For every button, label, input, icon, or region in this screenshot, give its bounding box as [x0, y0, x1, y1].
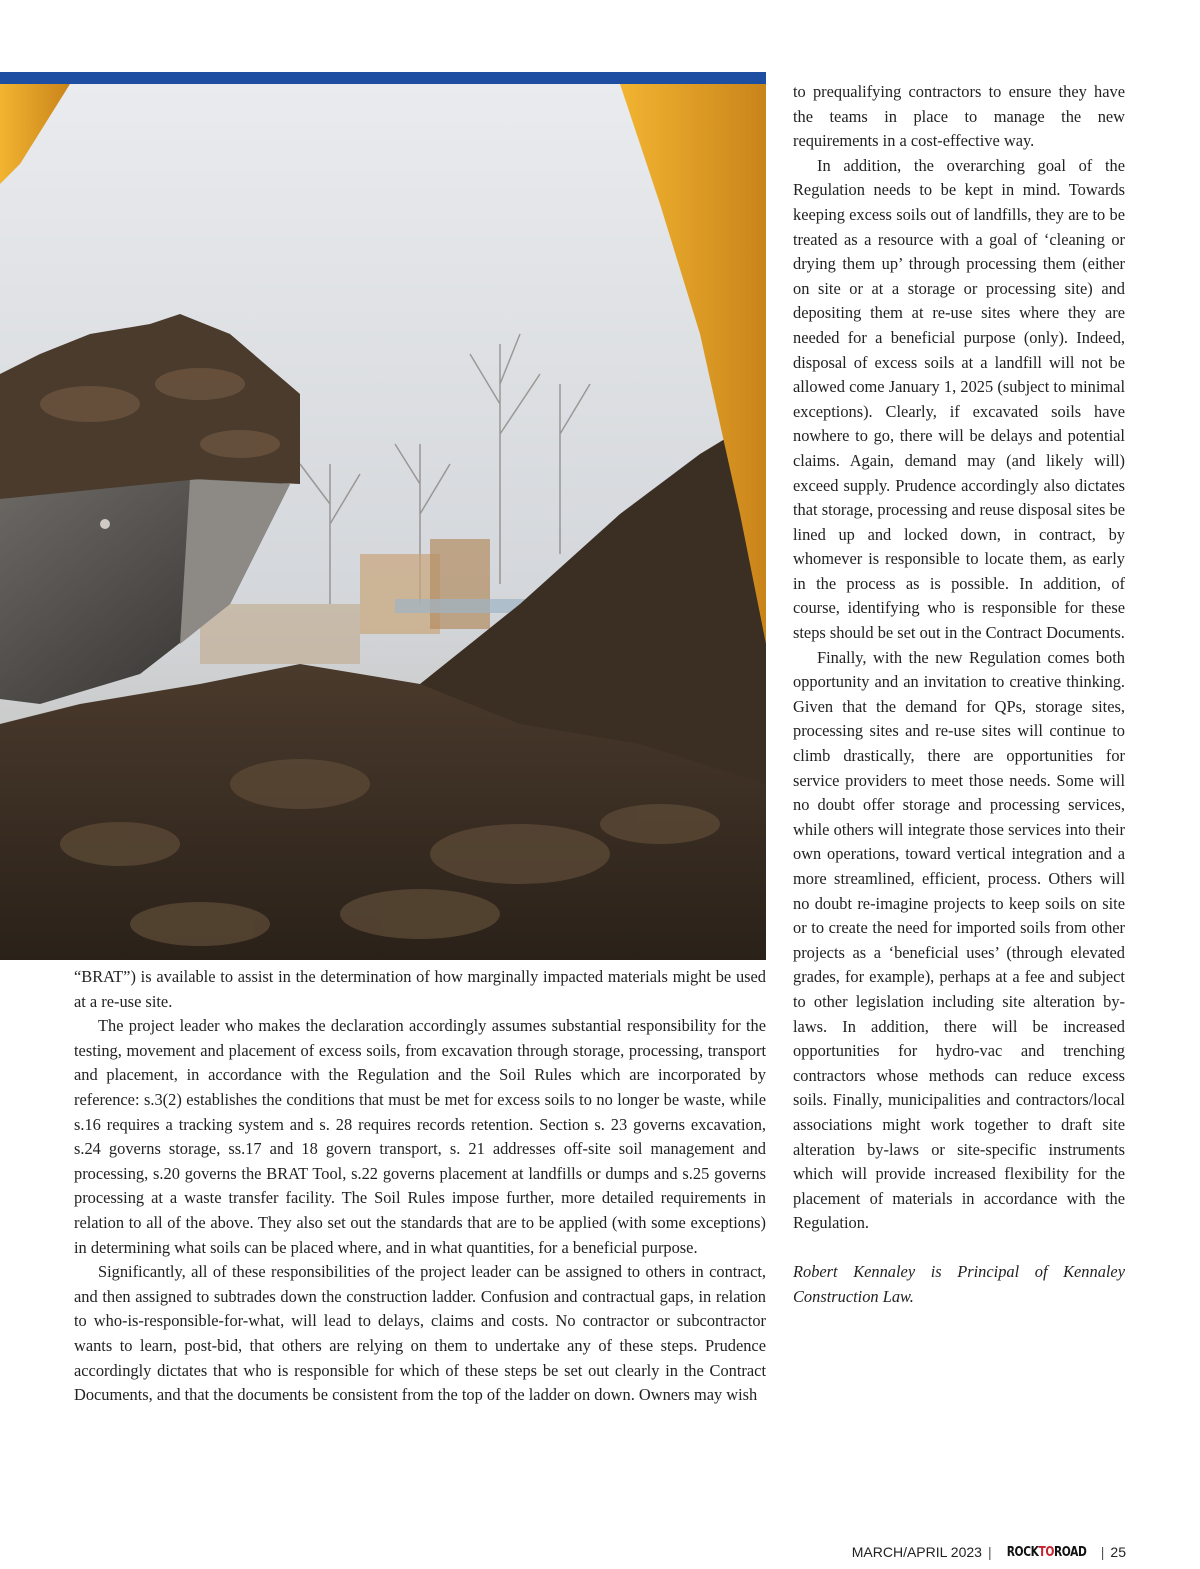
- magazine-logo: [1006, 1545, 1086, 1560]
- bottom-paragraph-3: Significantly, all of these responsibilities of the project leader can be assigned to others in contract, and then assigned to subtrades down the construction ladder. Confusion and contractual gaps, in relation to who-is-responsible-for-what, will lead to delays, claims and costs. No contractor or subcontractor wants to learn, post-bid, that others are relying on them to undertake any of these steps. Prudence accordingly dictates that who is responsible for which of these steps be set out clearly in the Contract Documents, and that the documents be consistent from the top of the ladder on down. Owners may wish: [74, 1262, 766, 1405]
- page-footer: [852, 1544, 1126, 1560]
- footer-separator: |: [987, 1544, 992, 1560]
- issue-date: MARCH/APRIL 2023: [851, 1544, 982, 1560]
- right-paragraph-3: Finally, with the new Regulation comes both opportunity and an invitation to creative thinking. Given that the demand for QPs, storage sites, processing sites and re-use sites will continue to climb drastically, there are opportunities for service providers to meet those needs. Some will no doubt offer storage and processing services, while others will integrate those services into their own operations, toward vertical integration and a more streamlined, efficient, process. Others will no doubt re-imagine projects to keep soils on site or to create the need for imported soils from other projects as a ‘beneficial uses’ (through elevated grades, for example), perhaps at a fee and subject to other legislation including site alteration by-laws. In addition, there will be increased opportunities for hydro-vac and trenching contractors whose methods can reduce excess soils. Finally, municipalities and contractors/local associations might work together to draft site alteration by-laws or site-specific instruments which will provide increased flexibility for the placement of materials in accordance with the Regulation.: [793, 647, 1125, 1233]
- bottom-paragraph-2: The project leader who makes the declaration accordingly assumes substantial responsibility for the testing, movement and placement of excess soils, from excavation through storage, processing, transport and placement, in accordance with the Regulation and the Soil Rules which are incorporated by reference: s.3(2) establishes the conditions that must be met for excess soils to no longer be waste, while s.16 requires a tracking system and s. 28 requires records retention. Section s. 23 governs excavation, s.24 governs storage, ss.17 and 18 govern transport, s. 21 addresses off-site soil management and processing, s.20 governs the BRAT Tool, s.22 governs placement at landfills or dumps and s.25 governs processing at a waste transfer facility. The Soil Rules impose further, more detailed requirements in relation to all of the above. They also set out the standards that are to be applied (with some exceptions) in determining what soils can be placed where, and in what quantities, for a beneficial purpose.: [74, 1016, 766, 1257]
- header-accent-bar: [0, 72, 766, 84]
- right-paragraph-1: to prequalifying contractors to ensure they have the teams in place to manage the new requirements in a cost-effective way.: [793, 82, 1125, 151]
- page-number: 25: [1110, 1544, 1126, 1560]
- photo-illustration: [0, 84, 766, 960]
- footer-separator-2: |: [1100, 1544, 1105, 1560]
- logo-to: TO: [1038, 1544, 1054, 1560]
- bottom-paragraph-1: “BRAT”) is available to assist in the determination of how marginally impacted materials might be used at a re-use site.: [74, 967, 766, 1011]
- logo-rock: ROCK: [1006, 1544, 1039, 1560]
- bottom-column-text: [74, 965, 766, 1408]
- right-column-text: [793, 80, 1125, 1309]
- right-paragraph-2: In addition, the overarching goal of the Regulation needs to be kept in mind. Towards keeping excess soils out of landfills, they are to be treated as a resource with a goal of ‘cleaning or drying them up’ through processing them (either on site or at a storage or processing site) and depositing them at re-use sites where they are needed for a beneficial purpose (only). Indeed, disposal of excess soils at a landfill will not be allowed come January 1, 2025 (subject to minimal exceptions). Clearly, if excavated soils have nowhere to go, there will be delays and potential claims. Again, demand may (and likely will) exceed supply. Prudence accordingly also dictates that storage, processing and reuse disposal sites be lined up and locked down, in contract, by whomever is responsible to locate them, as early in the process as is possible. In addition, of course, identifying who is responsible for these steps should be set out in the Contract Documents.: [793, 155, 1125, 643]
- author-bio: Robert Kennaley is Principal of Kennaley Construction Law.: [793, 1261, 1125, 1306]
- excavator-soil-photo: [0, 84, 766, 960]
- logo-road: ROAD: [1053, 1544, 1087, 1560]
